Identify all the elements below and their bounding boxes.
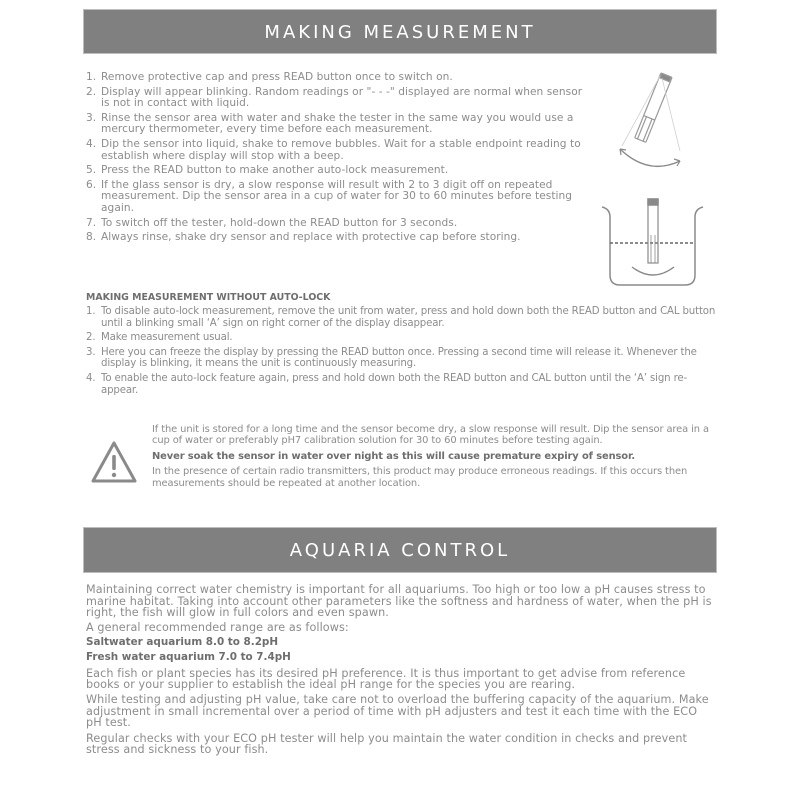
paragraph: Regular checks with your ECO pH tester will help you maintain the water condition in checks and prevent stress and sickness to your fish. [86, 731, 688, 757]
list-item: 2. Display will appear blinking. Random readings or "- - -" displayed are normal when sensor is not in contact with liquid. [86, 85, 583, 110]
warning-notes [152, 424, 717, 493]
paragraph: While testing and adjusting pH value, take care not to overload the buffering capacity of the aquarium. Make adjustment in small incremental over a period of time with pH adjusters and test it each time with the ECO pH test. [86, 693, 709, 730]
list-item: 1. Remove protective cap and press READ button once to switch on. [86, 71, 453, 83]
warning-never-soak: Never soak the sensor in water over night as this will cause premature expiry of sensor. [152, 450, 635, 462]
section-banner-making-measurement [83, 9, 717, 54]
beaker-dip-illustration [600, 195, 705, 290]
without-auto-lock-steps-list [86, 306, 720, 399]
shake-tester-illustration [610, 66, 710, 176]
list-item: 6. If the glass sensor is dry, a slow response will result with 2 to 3 digit off on repeated measurement. Dip the sensor area in a cup of water for 30 to 60 minutes before testing again. [86, 178, 573, 214]
subheading-without-auto-lock: MAKING MEASUREMENT WITHOUT AUTO-LOCK [86, 292, 331, 303]
aquaria-control-body [86, 584, 716, 759]
warning-triangle-icon [90, 440, 138, 484]
paragraph: A general recommended range are as follows: [86, 621, 349, 635]
paragraph: Each fish or plant species has its desired pH preference. It is thus important to get advise from reference books or your supplier to establish the ideal pH range for the species you are rearing. [86, 666, 686, 692]
list-item: 2. Make measurement usual. [86, 332, 233, 344]
saltwater-range: Saltwater aquarium 8.0 to 8.2pH [86, 636, 279, 649]
list-item: 8. Always rinse, shake dry sensor and replace with protective cap before storing. [86, 231, 521, 244]
freshwater-range: Fresh water aquarium 7.0 to 7.4pH [86, 651, 291, 664]
list-item: 4. To enable the auto-lock feature again, press and hold down both the READ button and CAL button until the ‘A’ sign re-appear. [86, 372, 688, 396]
list-item: 5. Press the READ button to make another auto-lock measurement. [86, 164, 449, 177]
list-item: 7. To switch off the tester, hold-down the READ button for 3 seconds. [86, 216, 458, 229]
list-item: 1. To disable auto-lock measurement, remove the unit from water, press and hold down both the READ button and CAL button until a blinking small ‘A’ sign on right corner of the display disappear. [86, 306, 716, 329]
measurement-steps-list [86, 72, 591, 247]
section-banner-aquaria-control [83, 527, 717, 573]
paragraph: Maintaining correct water chemistry is important for all aquariums. Too high or too low a pH causes stress to marine habitat. Taking into account other parameters like the softness and hardness of water, when the pH is right, the fish will glow in full colors and even spawn. [86, 583, 712, 620]
list-item: 3. Here you can freeze the display by pressing the READ button once. Pressing a second time will release it. Whenever the display is blinking, it means the unit is continuously measuring. [86, 346, 697, 370]
warning-dry-sensor: If the unit is stored for a long time and the sensor become dry, a slow response will result. Dip the sensor area in a cup of water or preferably pH7 calibration solution for 30 to 60 minutes before testing again. [152, 424, 709, 447]
section-title: AQUARIA CONTROL [289, 540, 511, 561]
warning-radio-interference: In the presence of certain radio transmitters, this product may produce erroneous readings. If this occurs then measurements should be repeated at another location. [152, 466, 688, 489]
list-item: 3. Rinse the sensor area with water and shake the tester in the same way you would use a mercury thermometer, every time before each measurement. [86, 111, 574, 136]
list-item: 4. Dip the sensor into liquid, shake to remove bubbles. Wait for a stable endpoint reading to establish where display will stop with a beep. [86, 137, 581, 162]
section-title: MAKING MEASUREMENT [264, 22, 536, 43]
